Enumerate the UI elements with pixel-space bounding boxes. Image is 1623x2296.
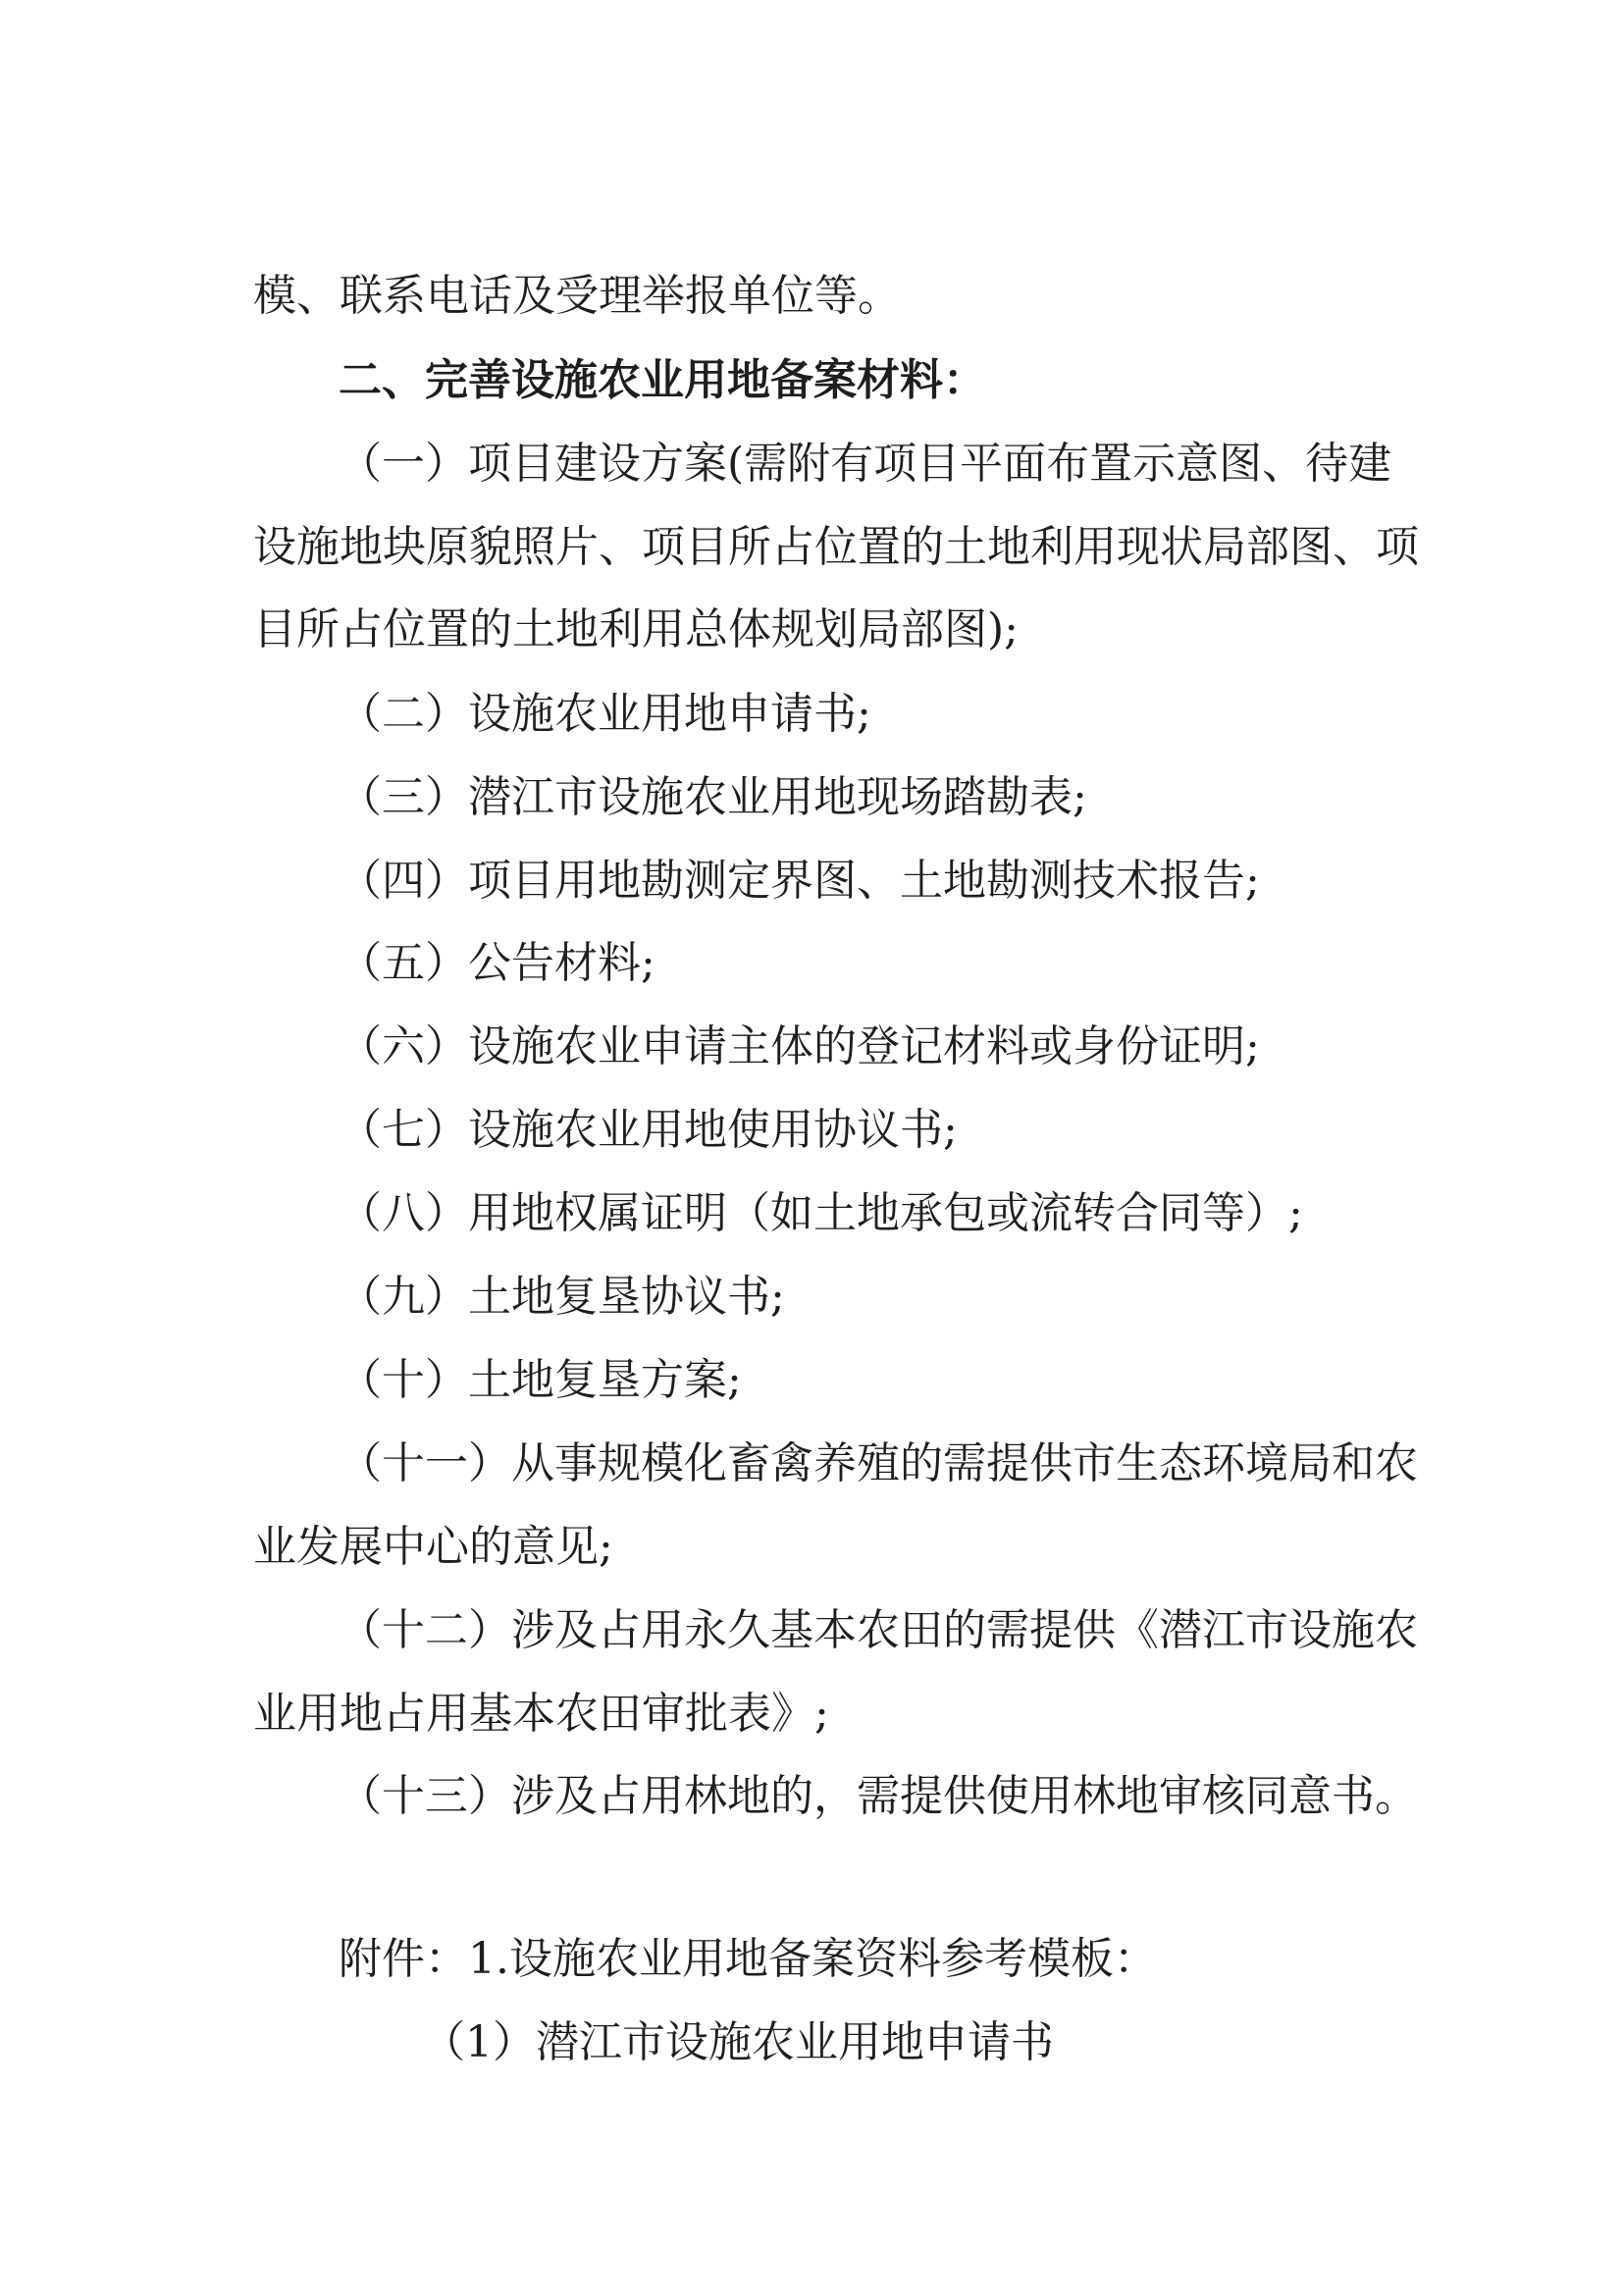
list-item-12-line-2: 业用地占用基本农田审批表》;: [253, 1689, 829, 1739]
list-item-2: （二）设施农业用地申请书;: [339, 689, 871, 739]
attachment-sub-item: （1）潜江市设施农业用地申请书: [422, 2017, 1054, 2067]
list-item-7: （七）设施农业用地使用协议书;: [339, 1105, 958, 1155]
continuation-line: 模、联系电话及受理举报单位等。: [253, 271, 901, 321]
attachment-label: 附件：1.设施农业用地备案资料参考模板：: [339, 1934, 1157, 1984]
list-item-12-line-1: （十二）涉及占用永久基本农田的需提供《潜江市设施农: [339, 1605, 1418, 1655]
list-item-3: （三）潜江市设施农业用地现场踏勘表;: [339, 772, 1087, 822]
list-item-10: （十）土地复垦方案;: [339, 1355, 742, 1405]
list-item-1-line-2: 设施地块原貌照片、项目所占位置的土地利用现状局部图、项: [253, 522, 1419, 572]
list-item-9: （九）土地复垦协议书;: [339, 1272, 785, 1322]
list-item-11-line-1: （十一）从事规模化畜禽养殖的需提供市生态环境局和农: [339, 1438, 1418, 1488]
list-item-1-line-1: （一）项目建设方案(需附有项目平面布置示意图、待建: [339, 439, 1392, 489]
list-item-6: （六）设施农业申请主体的登记材料或身份证明;: [339, 1021, 1260, 1071]
list-item-1-line-3: 目所占位置的土地利用总体规划局部图);: [253, 604, 1019, 654]
list-item-11-line-2: 业发展中心的意见;: [253, 1522, 613, 1572]
list-item-5: （五）公告材料;: [339, 938, 655, 988]
list-item-4: （四）项目用地勘测定界图、土地勘测技术报告;: [339, 856, 1260, 906]
section-heading: 二、完善设施农业用地备案材料：: [339, 355, 986, 405]
list-item-13: （十三）涉及占用林地的，需提供使用林地审核同意书。: [339, 1771, 1418, 1821]
list-item-8: （八）用地权属证明（如土地承包或流转合同等）;: [339, 1188, 1303, 1238]
